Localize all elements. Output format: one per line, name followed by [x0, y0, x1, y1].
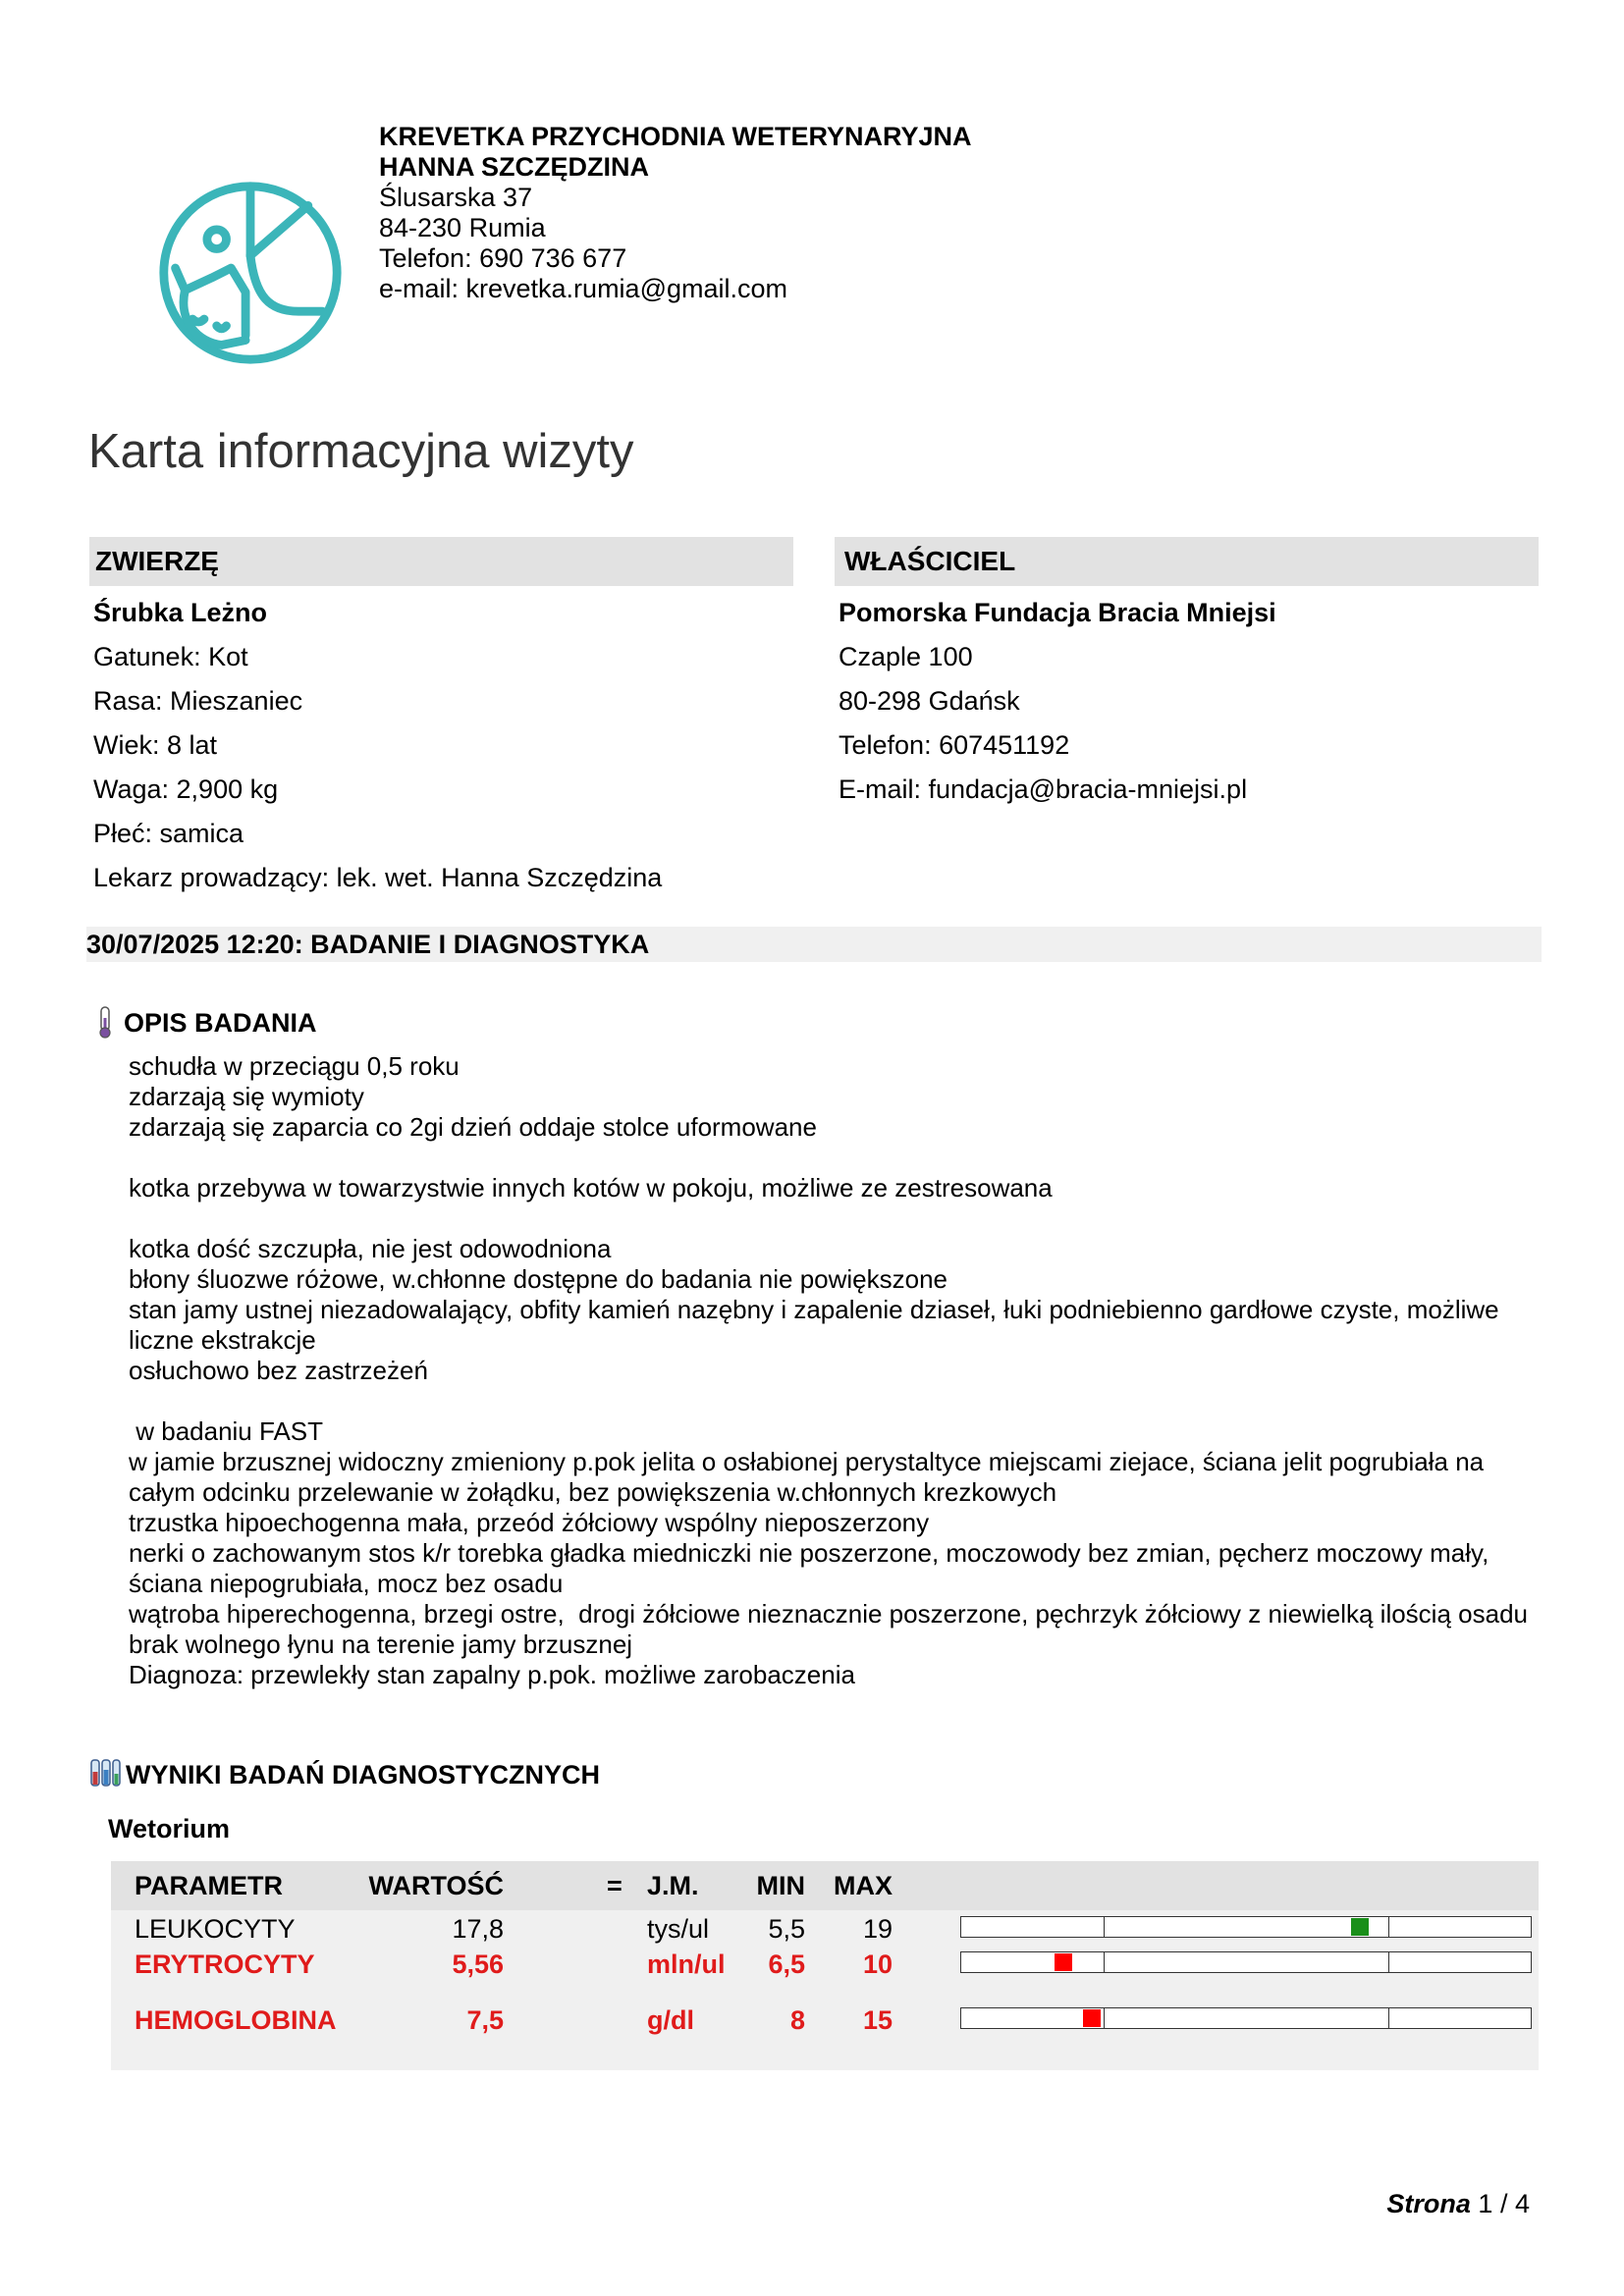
owner-email: E-mail: fundacja@bracia-mniejsi.pl — [839, 774, 1248, 804]
gauge-tick — [1104, 1952, 1105, 1972]
owner-city: 80-298 Gdańsk — [839, 686, 1020, 716]
test-tubes-icon — [88, 1758, 122, 1791]
gauge-tick — [1388, 1917, 1389, 1937]
gauge-marker — [1083, 2009, 1101, 2027]
header-min: MIN — [756, 1871, 805, 1900]
results-section-title — [88, 1758, 600, 1791]
cell-value: 17,8 — [452, 1914, 504, 1944]
exam-section-title — [94, 1006, 317, 1040]
cell-min: 6,5 — [768, 1949, 805, 1979]
cell-param: ERYTROCYTY — [135, 1949, 315, 1979]
animal-heading: ZWIERZĘ — [89, 537, 793, 586]
gauge-tick — [1104, 1917, 1105, 1937]
animal-name: Śrubka Leżno — [93, 598, 268, 627]
header-param: PARAMETR — [135, 1871, 283, 1900]
owner-section — [835, 537, 1539, 812]
table-row — [111, 1910, 1539, 1946]
owner-name: Pomorska Fundacja Bracia Mniejsi — [839, 598, 1276, 627]
document-title: Karta informacyjna wizyty — [88, 425, 634, 478]
exam-line: osłuchowo bez zastrzeżeń — [129, 1356, 428, 1385]
animal-breed: Rasa: Mieszaniec — [93, 686, 303, 716]
results-table — [111, 1861, 1539, 2070]
clinic-street: Ślusarska 37 — [379, 183, 533, 212]
thermometer-icon — [94, 1006, 116, 1040]
gauge-marker — [1055, 1953, 1072, 1971]
exam-line: kotka dość szczupła, nie jest odowodniona — [129, 1234, 612, 1263]
header-unit: J.M. — [647, 1871, 699, 1900]
exam-line: nerki o zachowanym stos k/r torebka gładka miedniczki nie poszerzone, moczowody bez zmian, pęcherz moczowy mały, ściana niepogrubiała, mocz bez osadu — [129, 1538, 1496, 1598]
animal-species: Gatunek: Kot — [93, 642, 248, 671]
table-header — [111, 1861, 1539, 1910]
cell-param: HEMOGLOBINA — [135, 2005, 337, 2035]
cell-unit: tys/ul — [647, 1914, 710, 1944]
clinic-city: 84-230 Rumia — [379, 213, 546, 242]
exam-line: schudła w przeciągu 0,5 roku — [129, 1051, 460, 1081]
cell-value: 7,5 — [466, 2005, 504, 2035]
gauge-marker — [1351, 1918, 1369, 1936]
animal-sex: Płeć: samica — [93, 819, 244, 848]
gauge-tick — [1388, 2008, 1389, 2028]
exam-line — [129, 1203, 1543, 1234]
results-title-label: WYNIKI BADAŃ DIAGNOSTYCZNYCH — [126, 1759, 600, 1789]
exam-line: w jamie brzusznej widoczny zmieniony p.pok jelita o osłabionej perystaltyce miejscami ziejace, ściana jelit pogrubiała na całym odcinku przelewanie w żołądku, bez powiększenia w.chłonnych krezkowych — [129, 1447, 1491, 1507]
exam-line: brak wolnego łynu na terenie jamy brzusznej — [129, 1629, 633, 1659]
exam-line: błony śluozwe różowe, w.chłonne dostępne do badania nie powiększone — [129, 1264, 948, 1294]
cell-unit: g/dl — [647, 2005, 694, 2035]
table-body — [111, 1910, 1539, 2070]
exam-line: zdarzają się wymioty — [129, 1082, 364, 1111]
owner-heading: WŁAŚCICIEL — [835, 537, 1539, 586]
exam-line: trzustka hipoechogenna mała, przeód żółciowy wspólny nieposzerzony — [129, 1508, 930, 1537]
exam-line — [129, 1386, 1543, 1416]
table-row — [111, 2002, 1539, 2070]
clinic-phone: Telefon: 690 736 677 — [379, 243, 627, 273]
animal-age: Wiek: 8 lat — [93, 730, 218, 760]
header-value: WARTOŚĆ — [368, 1871, 504, 1900]
exam-line: wątroba hiperechogenna, brzegi ostre, drogi żółciowe nieznacznie poszerzone, pęchrzyk żółciowy z niewielką ilością osadu — [129, 1599, 1528, 1629]
cell-min: 5,5 — [768, 1914, 805, 1944]
exam-line: kotka przebywa w towarzystwie innych kotów w pokoju, możliwe ze zestresowana — [129, 1173, 1053, 1202]
clinic-info — [379, 122, 972, 304]
range-gauge — [960, 1916, 1532, 1938]
owner-phone: Telefon: 607451192 — [839, 730, 1070, 760]
cell-param: LEUKOCYTY — [135, 1914, 296, 1944]
clinic-name: KREVETKA PRZYCHODNIA WETERYNARYJNA — [379, 122, 972, 151]
page-indicator — [1386, 2189, 1530, 2219]
exam-line: stan jamy ustnej niezadowalający, obfity kamień nazębny i zapalenie dziaseł, łuki podniebienno gardłowe czyste, możliwe liczne ekstrakcje — [129, 1295, 1506, 1355]
exam-line — [129, 1143, 1543, 1173]
animal-weight: Waga: 2,900 kg — [93, 774, 279, 804]
page-current: 1 — [1478, 2189, 1493, 2218]
cell-max: 15 — [862, 2005, 893, 2035]
exam-line: Diagnoza: przewlekły stan zapalny p.pok. możliwe zarobaczenia — [129, 1660, 855, 1689]
lab-name: Wetorium — [108, 1814, 231, 1843]
gauge-tick — [1388, 1952, 1389, 1972]
cell-min: 8 — [789, 2005, 805, 2035]
animal-vet: Lekarz prowadzący: lek. wet. Hanna Szczędzina — [93, 863, 663, 892]
visit-header: 30/07/2025 12:20: BADANIE I DIAGNOSTYKA — [86, 927, 1542, 962]
exam-description — [129, 1051, 1543, 1690]
header-eq: = — [607, 1871, 623, 1900]
table-row — [111, 1946, 1539, 2002]
clinic-email: e-mail: krevetka.rumia@gmail.com — [379, 274, 788, 303]
exam-line: zdarzają się zaparcia co 2gi dzień oddaje stolce uformowane — [129, 1112, 817, 1142]
cell-max: 10 — [862, 1949, 893, 1979]
cell-value: 5,56 — [452, 1949, 504, 1979]
exam-line: w badaniu FAST — [129, 1416, 324, 1446]
animal-section — [89, 537, 793, 900]
range-gauge — [960, 2007, 1532, 2029]
clinic-logo — [154, 177, 347, 369]
gauge-tick — [1104, 2008, 1105, 2028]
cell-unit: mln/ul — [647, 1949, 726, 1979]
exam-title-label: OPIS BADANIA — [124, 1007, 317, 1038]
clinic-owner: HANNA SZCZĘDZINA — [379, 152, 649, 182]
range-gauge — [960, 1951, 1532, 1973]
page-label: Strona — [1386, 2189, 1471, 2218]
owner-street: Czaple 100 — [839, 642, 973, 671]
header-max: MAX — [834, 1871, 893, 1900]
page-total: / 4 — [1499, 2189, 1530, 2218]
cell-max: 19 — [862, 1914, 893, 1944]
